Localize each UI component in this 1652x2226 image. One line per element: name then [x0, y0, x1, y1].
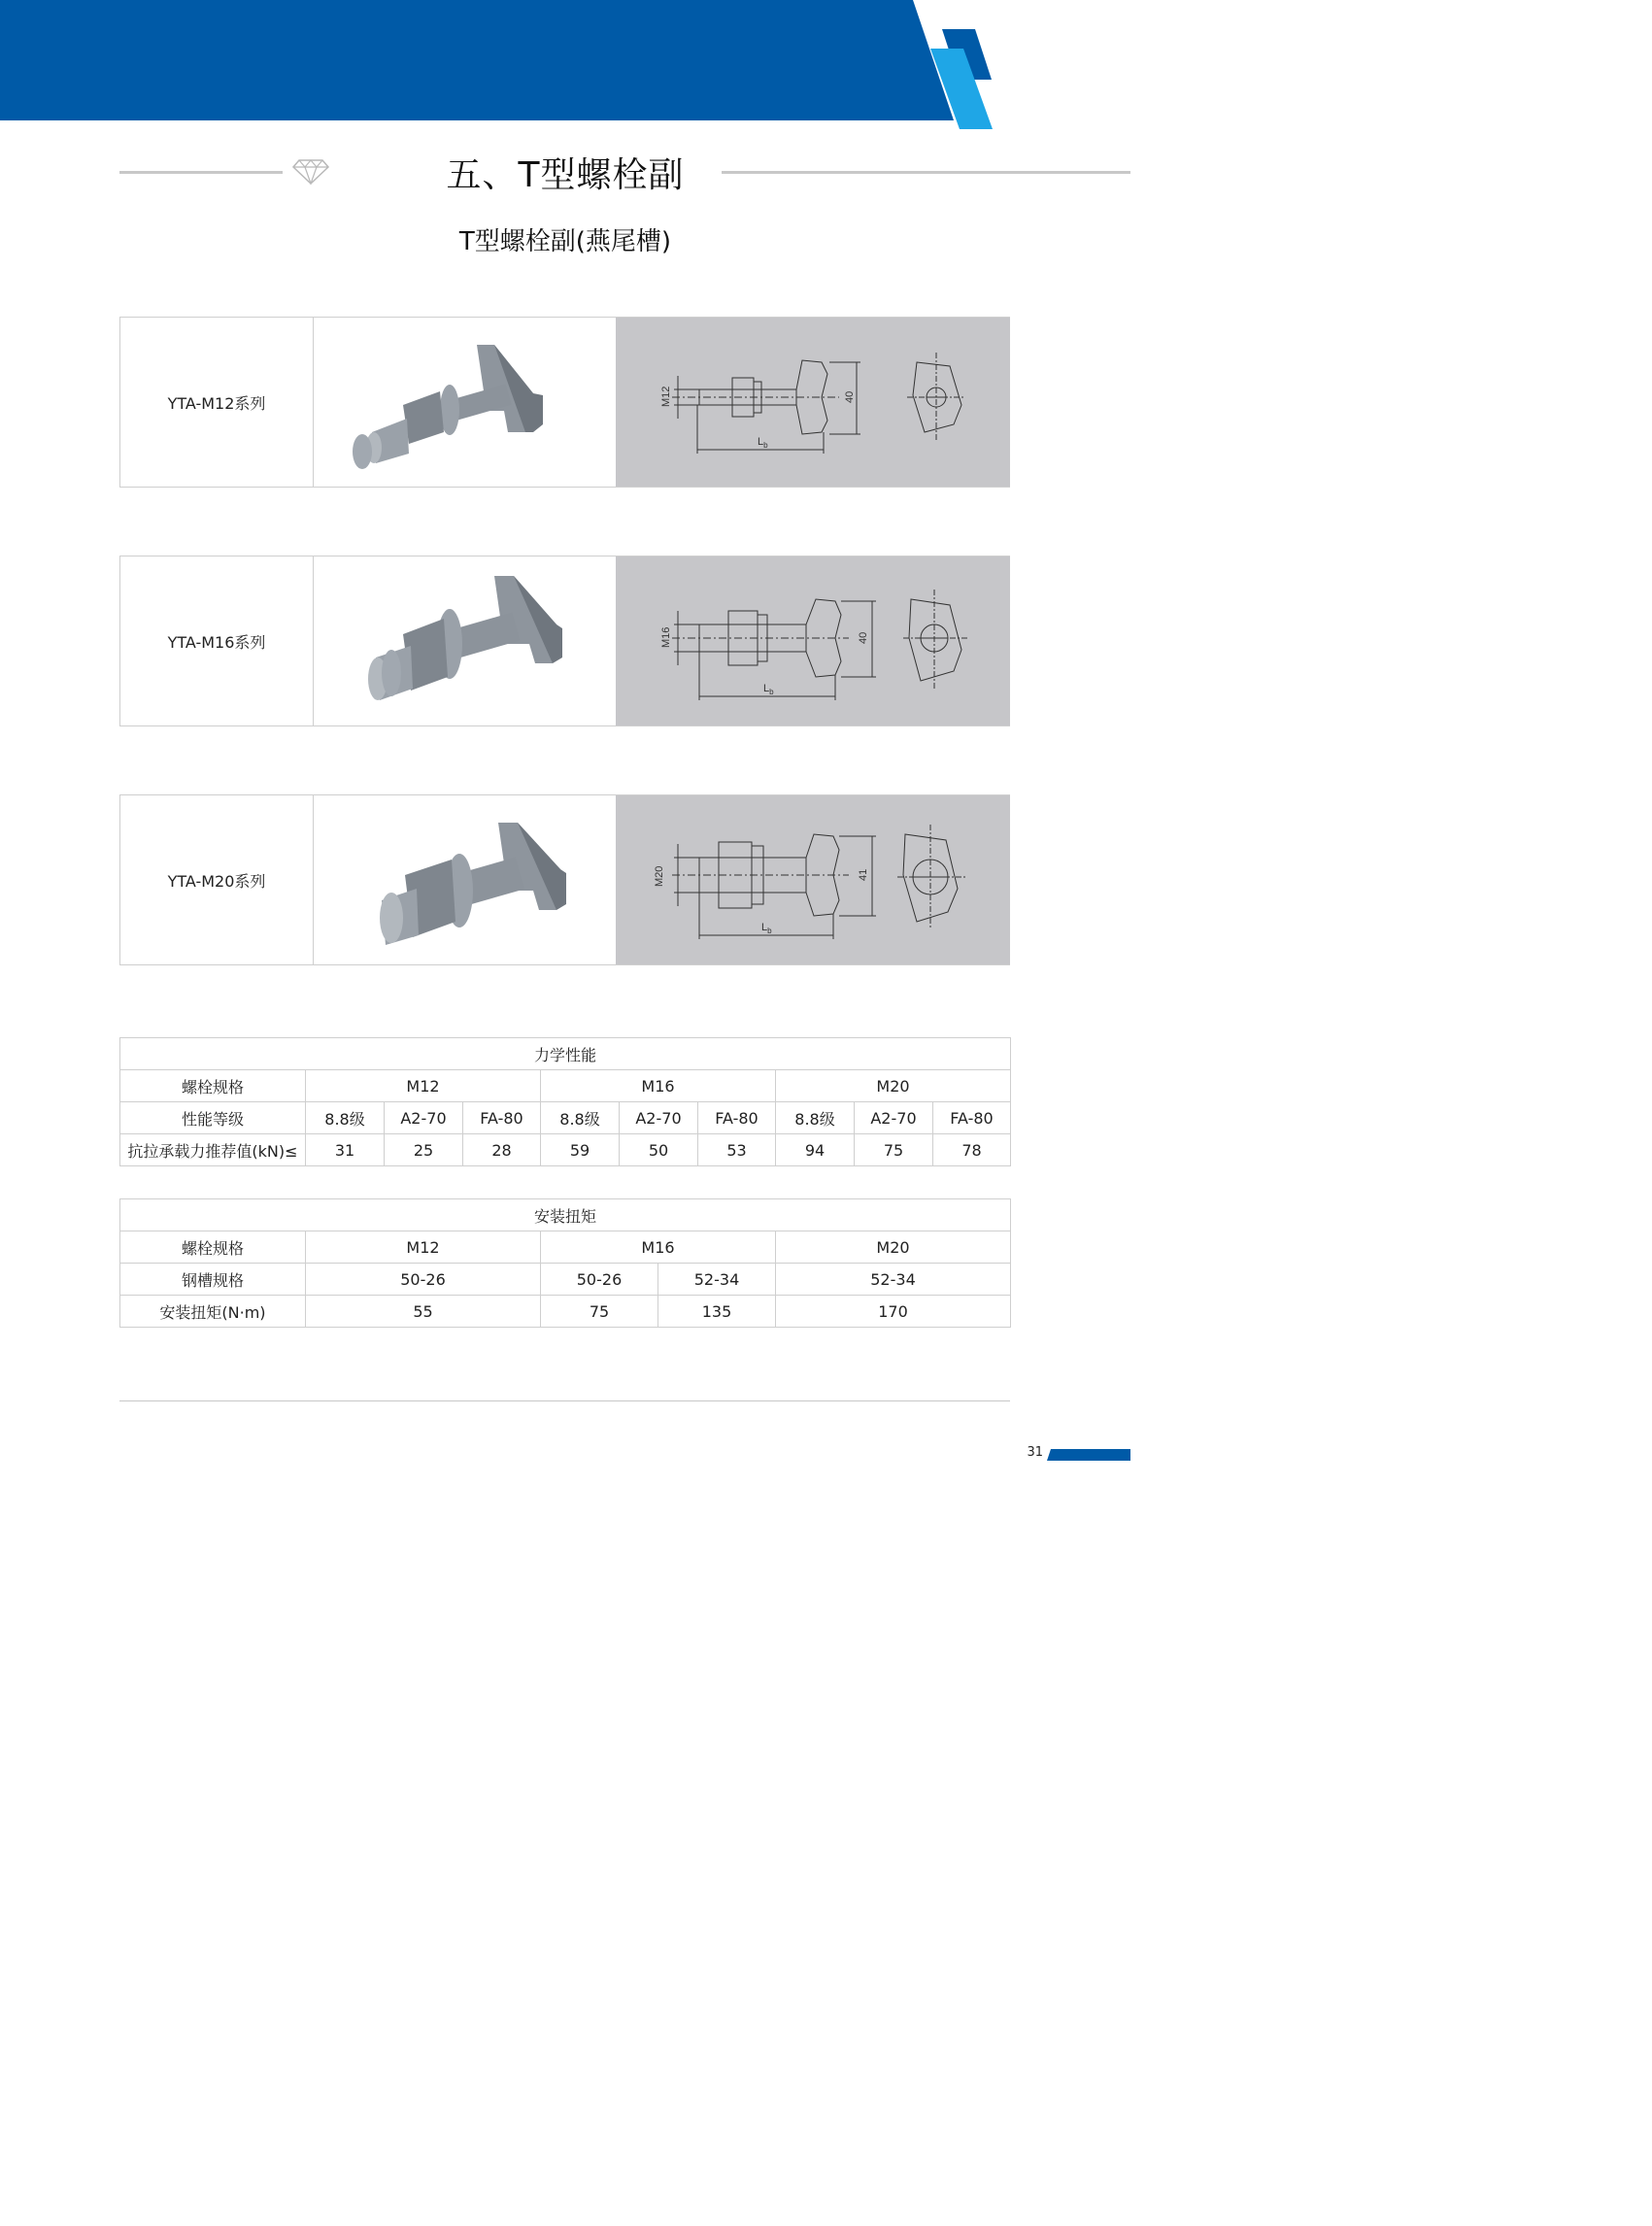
height-label: 40 [858, 631, 869, 644]
table-cell: M12 [306, 1231, 541, 1264]
row-header: 安装扭矩(N·m) [120, 1296, 306, 1328]
table-cell: 8.8级 [306, 1102, 385, 1134]
footer-rule [119, 1400, 1010, 1401]
product-photo [314, 795, 616, 964]
table-cell: 94 [776, 1134, 855, 1166]
table-row [120, 1231, 1011, 1264]
table-cell: FA-80 [463, 1102, 541, 1134]
table-cell: A2-70 [620, 1102, 698, 1134]
table-cell: 53 [698, 1134, 776, 1166]
thread-label: M16 [660, 626, 672, 648]
page-tab-accent [1047, 1449, 1130, 1461]
table-title: 力学性能 [120, 1038, 1011, 1070]
installation-torque-table [119, 1198, 1011, 1328]
table-cell: 75 [855, 1134, 933, 1166]
t-bolt-drawing [616, 795, 1010, 966]
table-title-row [120, 1038, 1011, 1070]
product-drawing [616, 795, 1010, 964]
product-drawing [616, 318, 1010, 487]
product-drawing [616, 556, 1010, 725]
table-row [120, 1296, 1011, 1328]
table-cell: 75 [541, 1296, 658, 1328]
table-cell: 170 [776, 1296, 1011, 1328]
thread-label: M12 [660, 386, 672, 407]
table-cell: 31 [306, 1134, 385, 1166]
height-label: 40 [844, 390, 856, 403]
product-row-m12 [119, 317, 1010, 488]
t-bolt-drawing [616, 556, 1010, 727]
t-bolt-drawing [616, 318, 1010, 489]
product-row-m16 [119, 556, 1010, 726]
table-row [120, 1070, 1011, 1102]
length-label: $L_b$ [761, 922, 772, 935]
table-cell: 78 [933, 1134, 1011, 1166]
t-bolt-photo [314, 556, 616, 727]
t-bolt-photo [314, 795, 616, 966]
table-cell: 8.8级 [776, 1102, 855, 1134]
row-header: 螺栓规格 [120, 1231, 306, 1264]
thread-label: M20 [654, 865, 665, 887]
t-bolt-photo [314, 318, 616, 489]
table-cell: A2-70 [855, 1102, 933, 1134]
page-number: 31 [1027, 1445, 1043, 1460]
table-cell: M12 [306, 1070, 541, 1102]
row-header: 性能等级 [120, 1102, 306, 1134]
table-cell: 55 [306, 1296, 541, 1328]
product-photo [314, 318, 616, 487]
page-title: 五、T型螺栓副 [446, 155, 685, 195]
product-row-m20 [119, 794, 1010, 965]
table-cell: 135 [658, 1296, 776, 1328]
table-cell: 8.8级 [541, 1102, 620, 1134]
row-header: 钢槽规格 [120, 1264, 306, 1296]
table-cell: 50-26 [306, 1264, 541, 1296]
table-row [120, 1134, 1011, 1166]
table-title-row [120, 1199, 1011, 1231]
table-cell: 59 [541, 1134, 620, 1166]
product-label: YTA-M20系列 [120, 795, 314, 964]
mechanical-properties-table [119, 1037, 1011, 1166]
table-cell: FA-80 [698, 1102, 776, 1134]
length-label: $L_b$ [763, 683, 774, 696]
section-subtitle: T型螺栓副(燕尾槽) [458, 227, 672, 256]
table-cell: M20 [776, 1070, 1011, 1102]
table-title: 安装扭矩 [120, 1199, 1011, 1231]
table-row [120, 1264, 1011, 1296]
table-cell: M16 [541, 1070, 776, 1102]
table-cell: 50-26 [541, 1264, 658, 1296]
product-label: YTA-M16系列 [120, 556, 314, 725]
table-cell: 25 [385, 1134, 463, 1166]
table-cell: 28 [463, 1134, 541, 1166]
table-cell: M16 [541, 1231, 776, 1264]
row-header: 螺栓规格 [120, 1070, 306, 1102]
length-label: $L_b$ [758, 436, 768, 450]
table-cell: FA-80 [933, 1102, 1011, 1134]
table-cell: 52-34 [776, 1264, 1011, 1296]
height-label: 41 [858, 868, 869, 881]
table-cell: 50 [620, 1134, 698, 1166]
table-cell: 52-34 [658, 1264, 776, 1296]
product-label: YTA-M12系列 [120, 318, 314, 487]
table-cell: A2-70 [385, 1102, 463, 1134]
product-photo [314, 556, 616, 725]
table-cell: M20 [776, 1231, 1011, 1264]
header-band [0, 0, 1130, 130]
table-row [120, 1102, 1011, 1134]
row-header: 抗拉承载力推荐值(kN)≤ [120, 1134, 306, 1166]
